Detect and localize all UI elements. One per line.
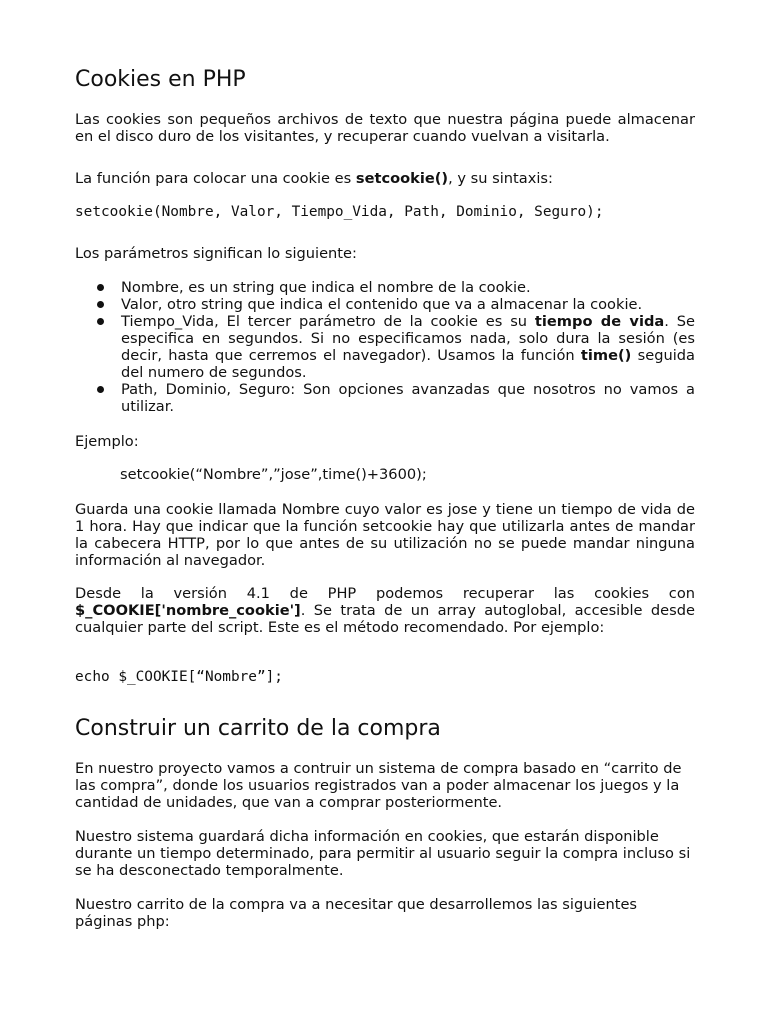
section-title-cookies: Cookies en PHP xyxy=(75,67,246,92)
param-tiempo-vida-bold: tiempo de vida xyxy=(534,313,665,330)
carrito-paragraph-2: Nuestro sistema guardará dicha información en cookies, que estarán disponible durante un tiempo determinado, para permitir al usuario seguir la compra incluso si se ha desconectado temporalmente. xyxy=(75,828,691,879)
intro-paragraph: Las cookies son pequeños archivos de texto que nuestra página puede almacenar en el disco duro de los visitantes, y recuperar cuando vuelvan a visitarla. xyxy=(75,111,695,145)
param-time-function: time() xyxy=(580,347,632,364)
setcookie-intro xyxy=(75,170,695,187)
example-code: setcookie(“Nombre”,”jose”,time()+3600); xyxy=(120,466,427,483)
list-item xyxy=(75,381,695,415)
param-path-dominio-seguro: Path, Dominio, Seguro: Son opciones avanzadas que nosotros no vamos a utilizar. xyxy=(121,381,695,415)
list-item xyxy=(75,296,695,313)
example-label: Ejemplo: xyxy=(75,433,139,450)
bullet-icon xyxy=(97,386,104,393)
list-item xyxy=(75,279,695,296)
bullet-icon xyxy=(97,284,104,291)
bullet-icon xyxy=(97,301,104,308)
param-tiempo-vida-e: seguida del numero de segundos. xyxy=(121,347,695,381)
version-paragraph xyxy=(75,585,695,636)
syntax-code: setcookie(Nombre, Valor, Tiempo_Vida, Path, Dominio, Seguro); xyxy=(75,204,604,220)
bullet-icon xyxy=(97,318,104,325)
section-title-carrito: Construir un carrito de la compra xyxy=(75,716,441,741)
setcookie-intro-tail: , y su sintaxis: xyxy=(448,170,553,187)
carrito-paragraph-3: Nuestro carrito de la compra va a necesitar que desarrollemos las siguientes páginas php: xyxy=(75,896,638,930)
carrito-paragraph-1: En nuestro proyecto vamos a contruir un sistema de compra basado en “carrito de las compra”, donde los usuarios registrados van a poder almacenar los juegos y la cantidad de unidades, que van a comprar posteriormente. xyxy=(75,760,682,811)
param-valor: Valor, otro string que indica el contenido que va a almacenar la cookie. xyxy=(121,296,643,313)
params-intro: Los parámetros significan lo siguiente: xyxy=(75,245,357,262)
version-tail: . Se trata de un array autoglobal, accesible desde cualquier parte del script. Este es el método recomendado. Por ejemplo: xyxy=(75,602,695,636)
param-tiempo-vida-a: Tiempo_Vida, El tercer parámetro de la cookie es su xyxy=(121,313,535,330)
explanation-paragraph: Guarda una cookie llamada Nombre cuyo valor es jose y tiene un tiempo de vida de 1 hora. Hay que indicar que la función setcookie hay que utilizarla antes de mandar la cabecera HTTP, por lo que antes de su utilización no se puede mandar ninguna información al navegador. xyxy=(75,501,695,569)
list-item xyxy=(75,313,695,381)
echo-code: echo $_COOKIE[“Nombre”]; xyxy=(75,669,283,685)
param-nombre: Nombre, es un string que indica el nombre de la cookie. xyxy=(121,279,531,296)
setcookie-function-name: setcookie() xyxy=(355,170,449,187)
setcookie-intro-text: La función para colocar una cookie es xyxy=(75,170,356,187)
version-text: Desde la versión 4.1 de PHP podemos recuperar las cookies con xyxy=(75,585,695,602)
cookie-superglobal: $_COOKIE['nombre_cookie'] xyxy=(75,602,301,619)
param-tiempo-vida-c: . Se especifica en segundos. Si no especificamos nada, solo dura la sesión (es decir, hasta que cerremos el navegador). Usamos la función xyxy=(121,313,695,364)
params-list xyxy=(75,279,695,415)
